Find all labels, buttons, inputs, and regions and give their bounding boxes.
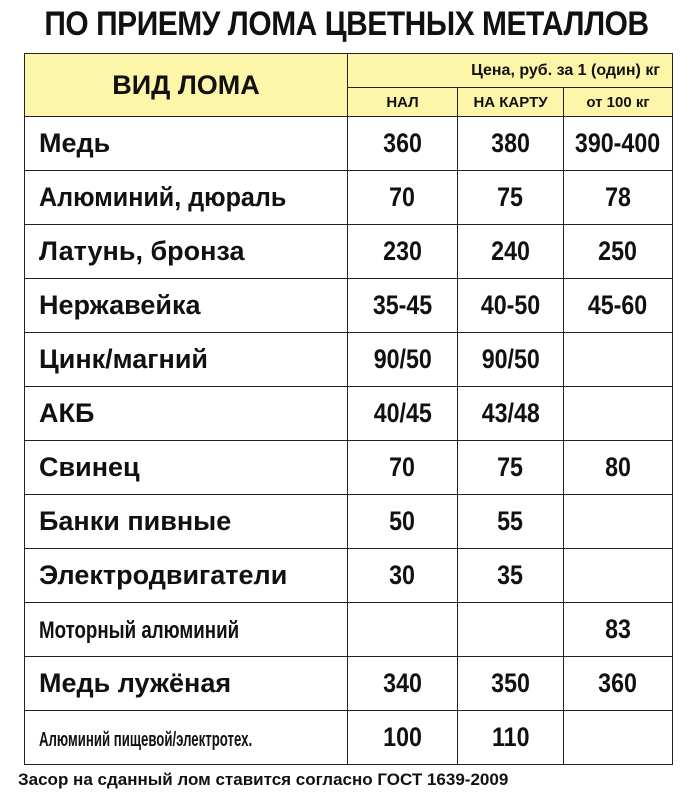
- column-header-type: ВИД ЛОМА: [25, 54, 348, 117]
- metal-name: Моторный алюминий: [25, 603, 348, 657]
- price-card: 75: [458, 171, 564, 225]
- metal-name: Медь лужёная: [25, 657, 348, 711]
- price-bulk: [564, 549, 673, 603]
- column-header-price: Цена, руб. за 1 (один) кг: [348, 54, 673, 88]
- price-cash: 90/50: [348, 333, 458, 387]
- table-row: [25, 549, 673, 603]
- price-card: 40-50: [458, 279, 564, 333]
- table-row: [25, 225, 673, 279]
- price-bulk: [564, 333, 673, 387]
- metal-name: Алюминий пищевой/электротех.: [25, 711, 348, 765]
- header-row-top: [25, 54, 673, 88]
- metal-name: Цинк/магний: [25, 333, 348, 387]
- price-cash: 230: [348, 225, 458, 279]
- table-row: [25, 711, 673, 765]
- price-cash: 40/45: [348, 387, 458, 441]
- table-row: [25, 117, 673, 171]
- price-bulk: 390-400: [564, 117, 673, 171]
- price-bulk: 45-60: [564, 279, 673, 333]
- footer-note: Засор на сданный лом ставится согласно ГОСТ 1639-2009: [18, 770, 509, 789]
- table-row: [25, 657, 673, 711]
- page-title: ПО ПРИЕМУ ЛОМА ЦВЕТНЫХ МЕТАЛЛОВ: [44, 5, 649, 43]
- price-card: 110: [458, 711, 564, 765]
- price-card: 350: [458, 657, 564, 711]
- price-card: 380: [458, 117, 564, 171]
- price-cash: 50: [348, 495, 458, 549]
- column-header-cash: НАЛ: [348, 88, 458, 117]
- column-header-bulk: от 100 кг: [564, 88, 673, 117]
- metal-name: Нержавейка: [25, 279, 348, 333]
- table-row: [25, 279, 673, 333]
- price-cash: 100: [348, 711, 458, 765]
- price-card: [458, 603, 564, 657]
- price-cash: 70: [348, 441, 458, 495]
- price-cash: 360: [348, 117, 458, 171]
- price-bulk: [564, 711, 673, 765]
- price-bulk: [564, 387, 673, 441]
- price-bulk: 250: [564, 225, 673, 279]
- price-bulk: 78: [564, 171, 673, 225]
- price-card: 55: [458, 495, 564, 549]
- column-header-card: НА КАРТУ: [458, 88, 564, 117]
- price-bulk: 80: [564, 441, 673, 495]
- table-row: [25, 333, 673, 387]
- metal-name: АКБ: [25, 387, 348, 441]
- metal-name: Алюминий, дюраль: [25, 171, 348, 225]
- price-cash: 340: [348, 657, 458, 711]
- table-row: [25, 495, 673, 549]
- price-card: 90/50: [458, 333, 564, 387]
- metal-name: Медь: [25, 117, 348, 171]
- metal-name: Банки пивные: [25, 495, 348, 549]
- price-card: 43/48: [458, 387, 564, 441]
- metal-name: Электродвигатели: [25, 549, 348, 603]
- price-cash: 70: [348, 171, 458, 225]
- table-row: [25, 171, 673, 225]
- table-row: [25, 441, 673, 495]
- price-cash: 30: [348, 549, 458, 603]
- price-bulk: 83: [564, 603, 673, 657]
- price-bulk: [564, 495, 673, 549]
- table-row: [25, 387, 673, 441]
- price-card: 75: [458, 441, 564, 495]
- price-cash: 35-45: [348, 279, 458, 333]
- price-card: 35: [458, 549, 564, 603]
- price-bulk: 360: [564, 657, 673, 711]
- price-card: 240: [458, 225, 564, 279]
- metal-name: Латунь, бронза: [25, 225, 348, 279]
- metal-name: Свинец: [25, 441, 348, 495]
- price-cash: [348, 603, 458, 657]
- price-table: [24, 53, 673, 765]
- table-row: [25, 603, 673, 657]
